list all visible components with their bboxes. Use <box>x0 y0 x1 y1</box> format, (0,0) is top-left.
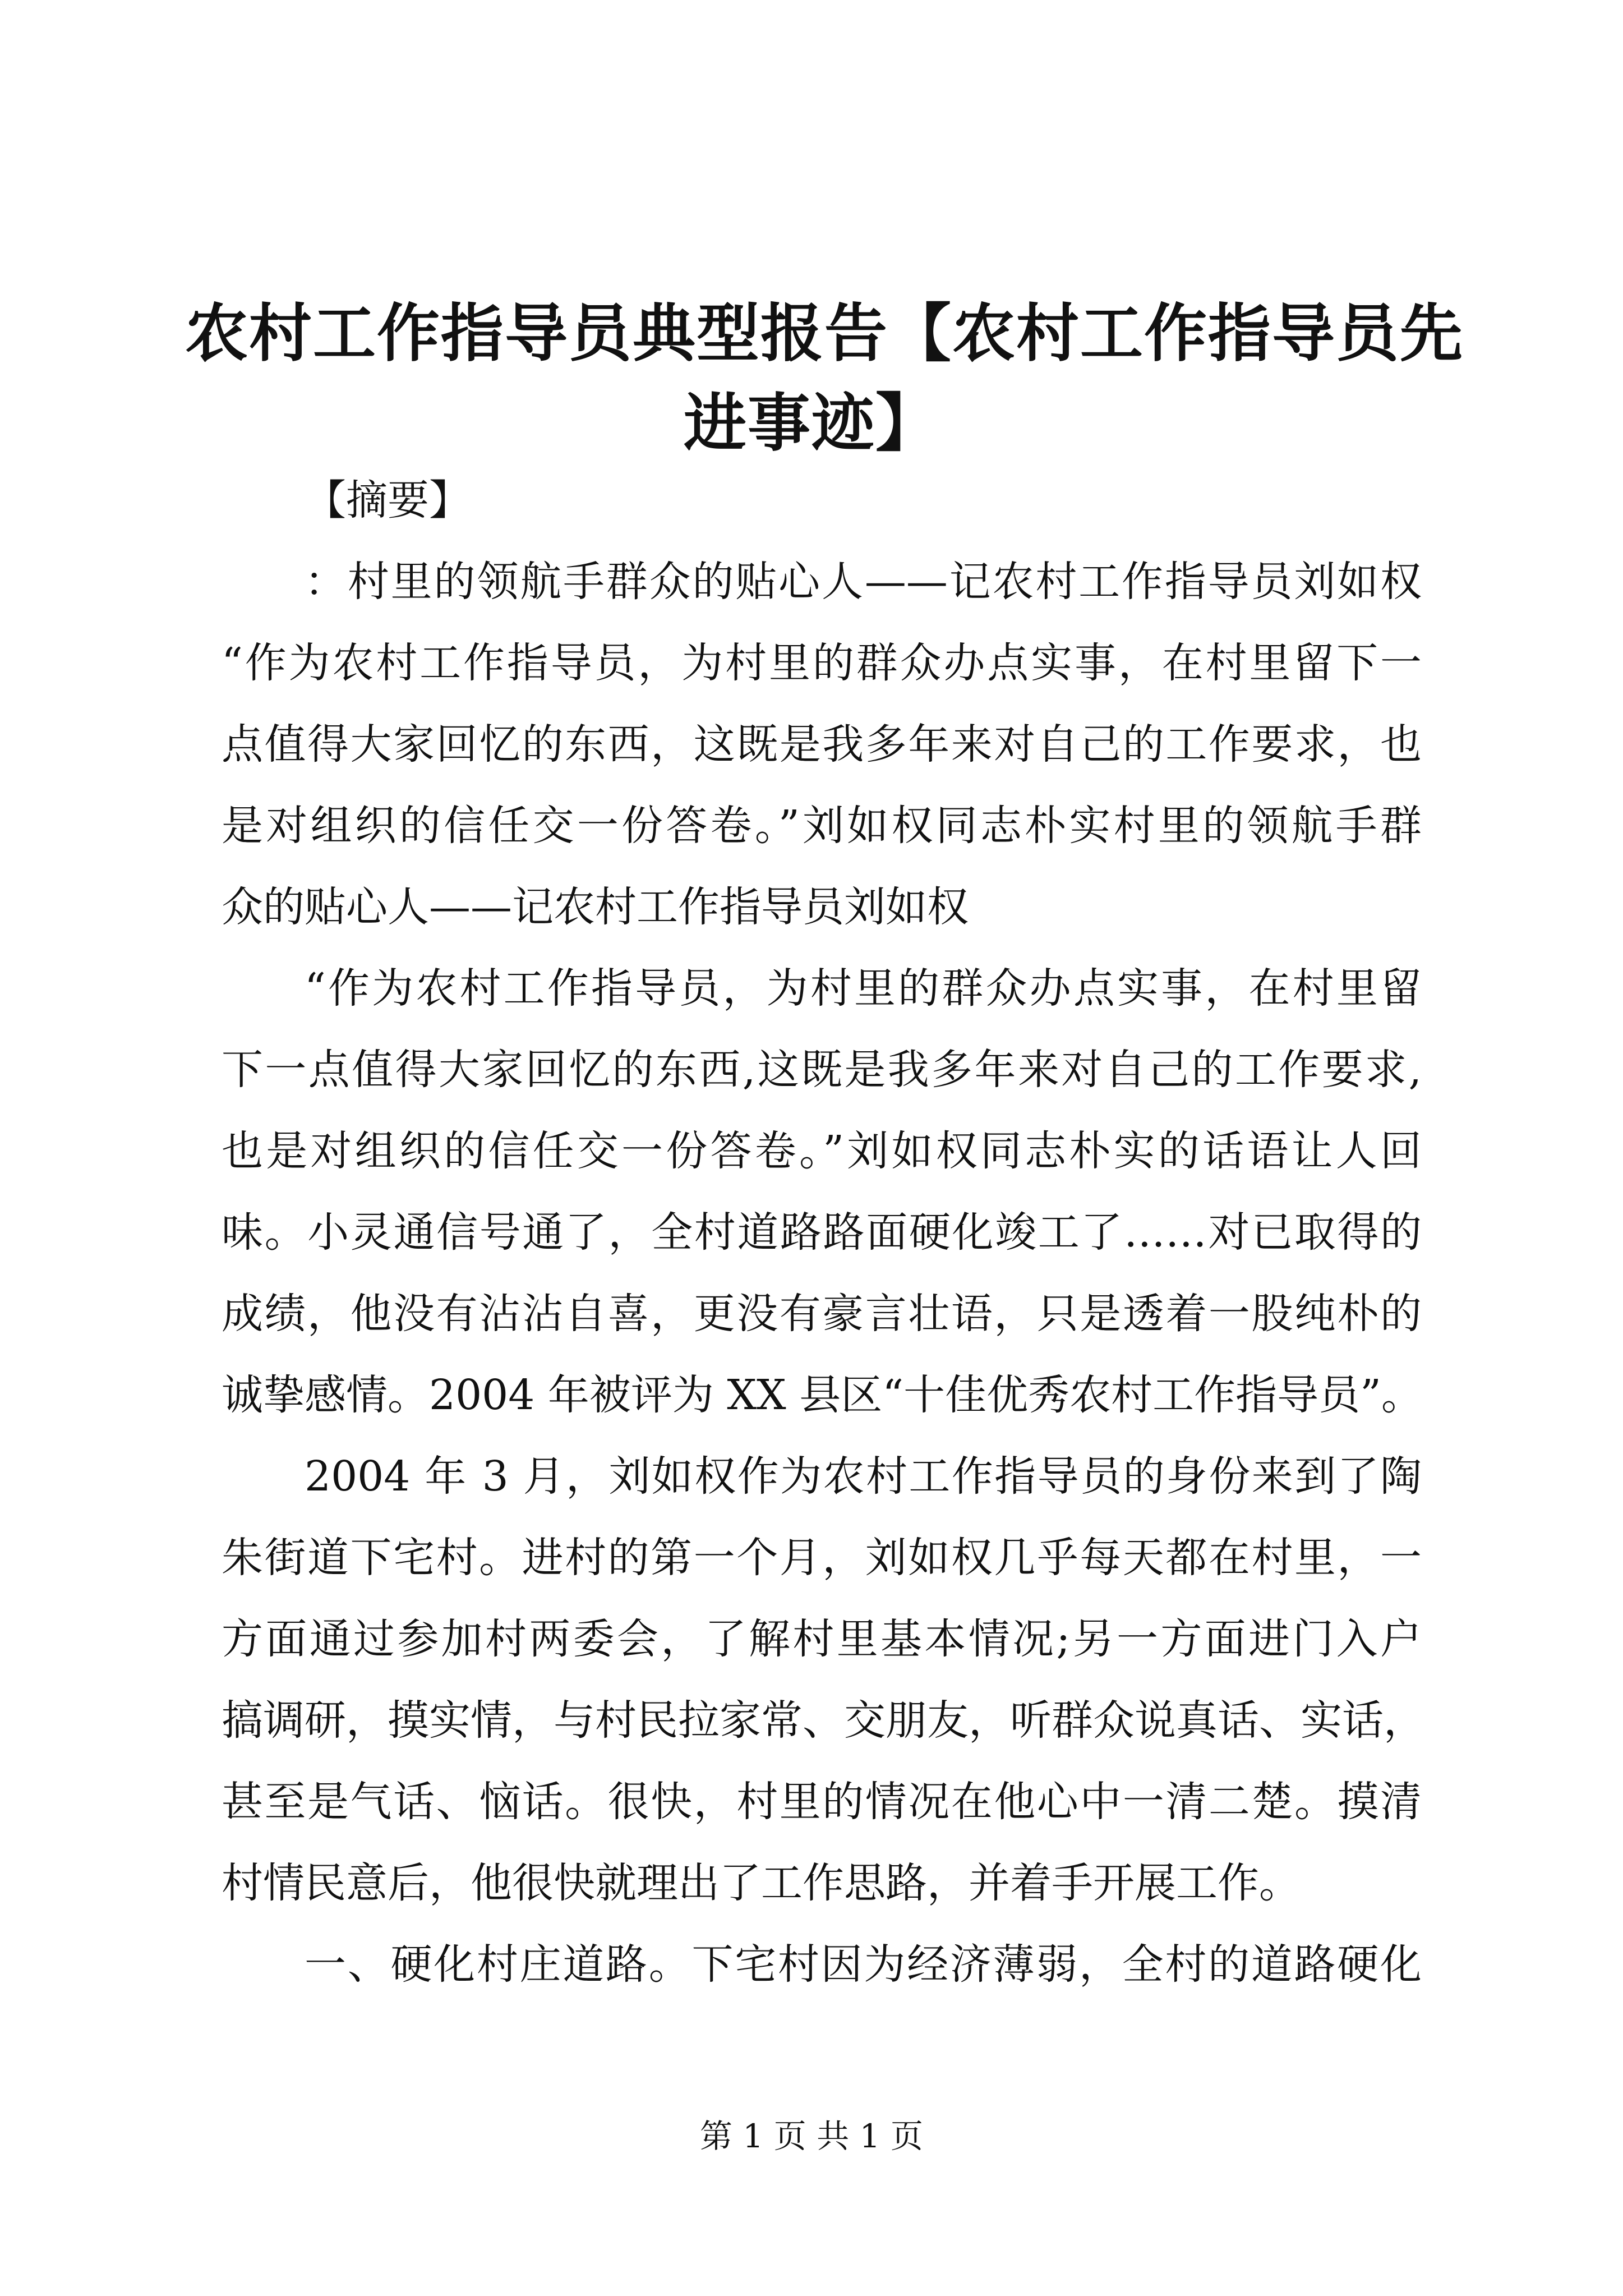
text-line: ：村里的领航手群众的贴心人——记农村工作指导员刘如权 <box>305 558 1422 606</box>
text-line: 搞调研，摸实情，与村民拉家常、交朋友，听群众说真话、实话， <box>222 1696 1425 1745</box>
text-line: 2004 年 3 月，刘如权作为农村工作指导员的身份来到了陶 <box>305 1452 1422 1501</box>
page-footer: 第 1 页 共 1 页 <box>700 2117 923 2155</box>
title-line: 进事迹】 <box>684 386 939 461</box>
paragraph-2 <box>222 948 1422 1436</box>
text-line: 味。小灵通信号通了，全村道路路面硬化竣工了……对已取得的 <box>222 1208 1422 1257</box>
text-line: 诚挚感情。2004 年被评为 XX 县区“十佳优秀农村工作指导员”。 <box>222 1371 1423 1419</box>
text-line: 成绩，他没有沾沾自喜，更没有豪言壮语，只是透着一股纯朴的 <box>222 1290 1422 1338</box>
text-line: 一、硬化村庄道路。下宅村因为经济薄弱，全村的道路硬化 <box>305 1940 1422 1989</box>
text-line: 村情民意后，他很快就理出了工作思路，并着手开展工作。 <box>222 1859 1301 1907</box>
document-title <box>185 289 1464 468</box>
text-line: 方面通过参加村两委会，了解村里基本情况;另一方面进门入户 <box>222 1615 1422 1663</box>
text-line: 甚至是气话、恼话。很快，村里的情况在他心中一清二楚。摸清 <box>222 1778 1422 1826</box>
text-line: “作为农村工作指导员，为村里的群众办点实事，在村里留下一 <box>222 639 1422 687</box>
paragraph-3 <box>222 1436 1425 1924</box>
paragraph-1 <box>222 541 1422 948</box>
abstract-label: 【摘要】 <box>305 476 471 524</box>
text-line: 下一点值得大家回忆的东西,这既是我多年来对自己的工作要求, <box>222 1046 1422 1094</box>
paragraph-4 <box>222 1924 1422 2005</box>
document-body <box>222 460 1425 2005</box>
text-line: “作为农村工作指导员，为村里的群众办点实事，在村里留 <box>305 964 1422 1013</box>
text-line: 是对组织的信任交一份答卷。”刘如权同志朴实村里的领航手群 <box>222 802 1422 850</box>
text-line: 点值得大家回忆的东西，这既是我多年来对自己的工作要求，也 <box>222 720 1422 769</box>
text-line: 也是对组织的信任交一份答卷。”刘如权同志朴实的话语让人回 <box>222 1127 1422 1175</box>
title-line: 农村工作指导员典型报告【农村工作指导员先 <box>185 297 1464 371</box>
text-line: 众的贴心人——记农村工作指导员刘如权 <box>222 883 969 931</box>
text-line: 朱街道下宅村。进村的第一个月，刘如权几乎每天都在村里，一 <box>222 1534 1422 1582</box>
